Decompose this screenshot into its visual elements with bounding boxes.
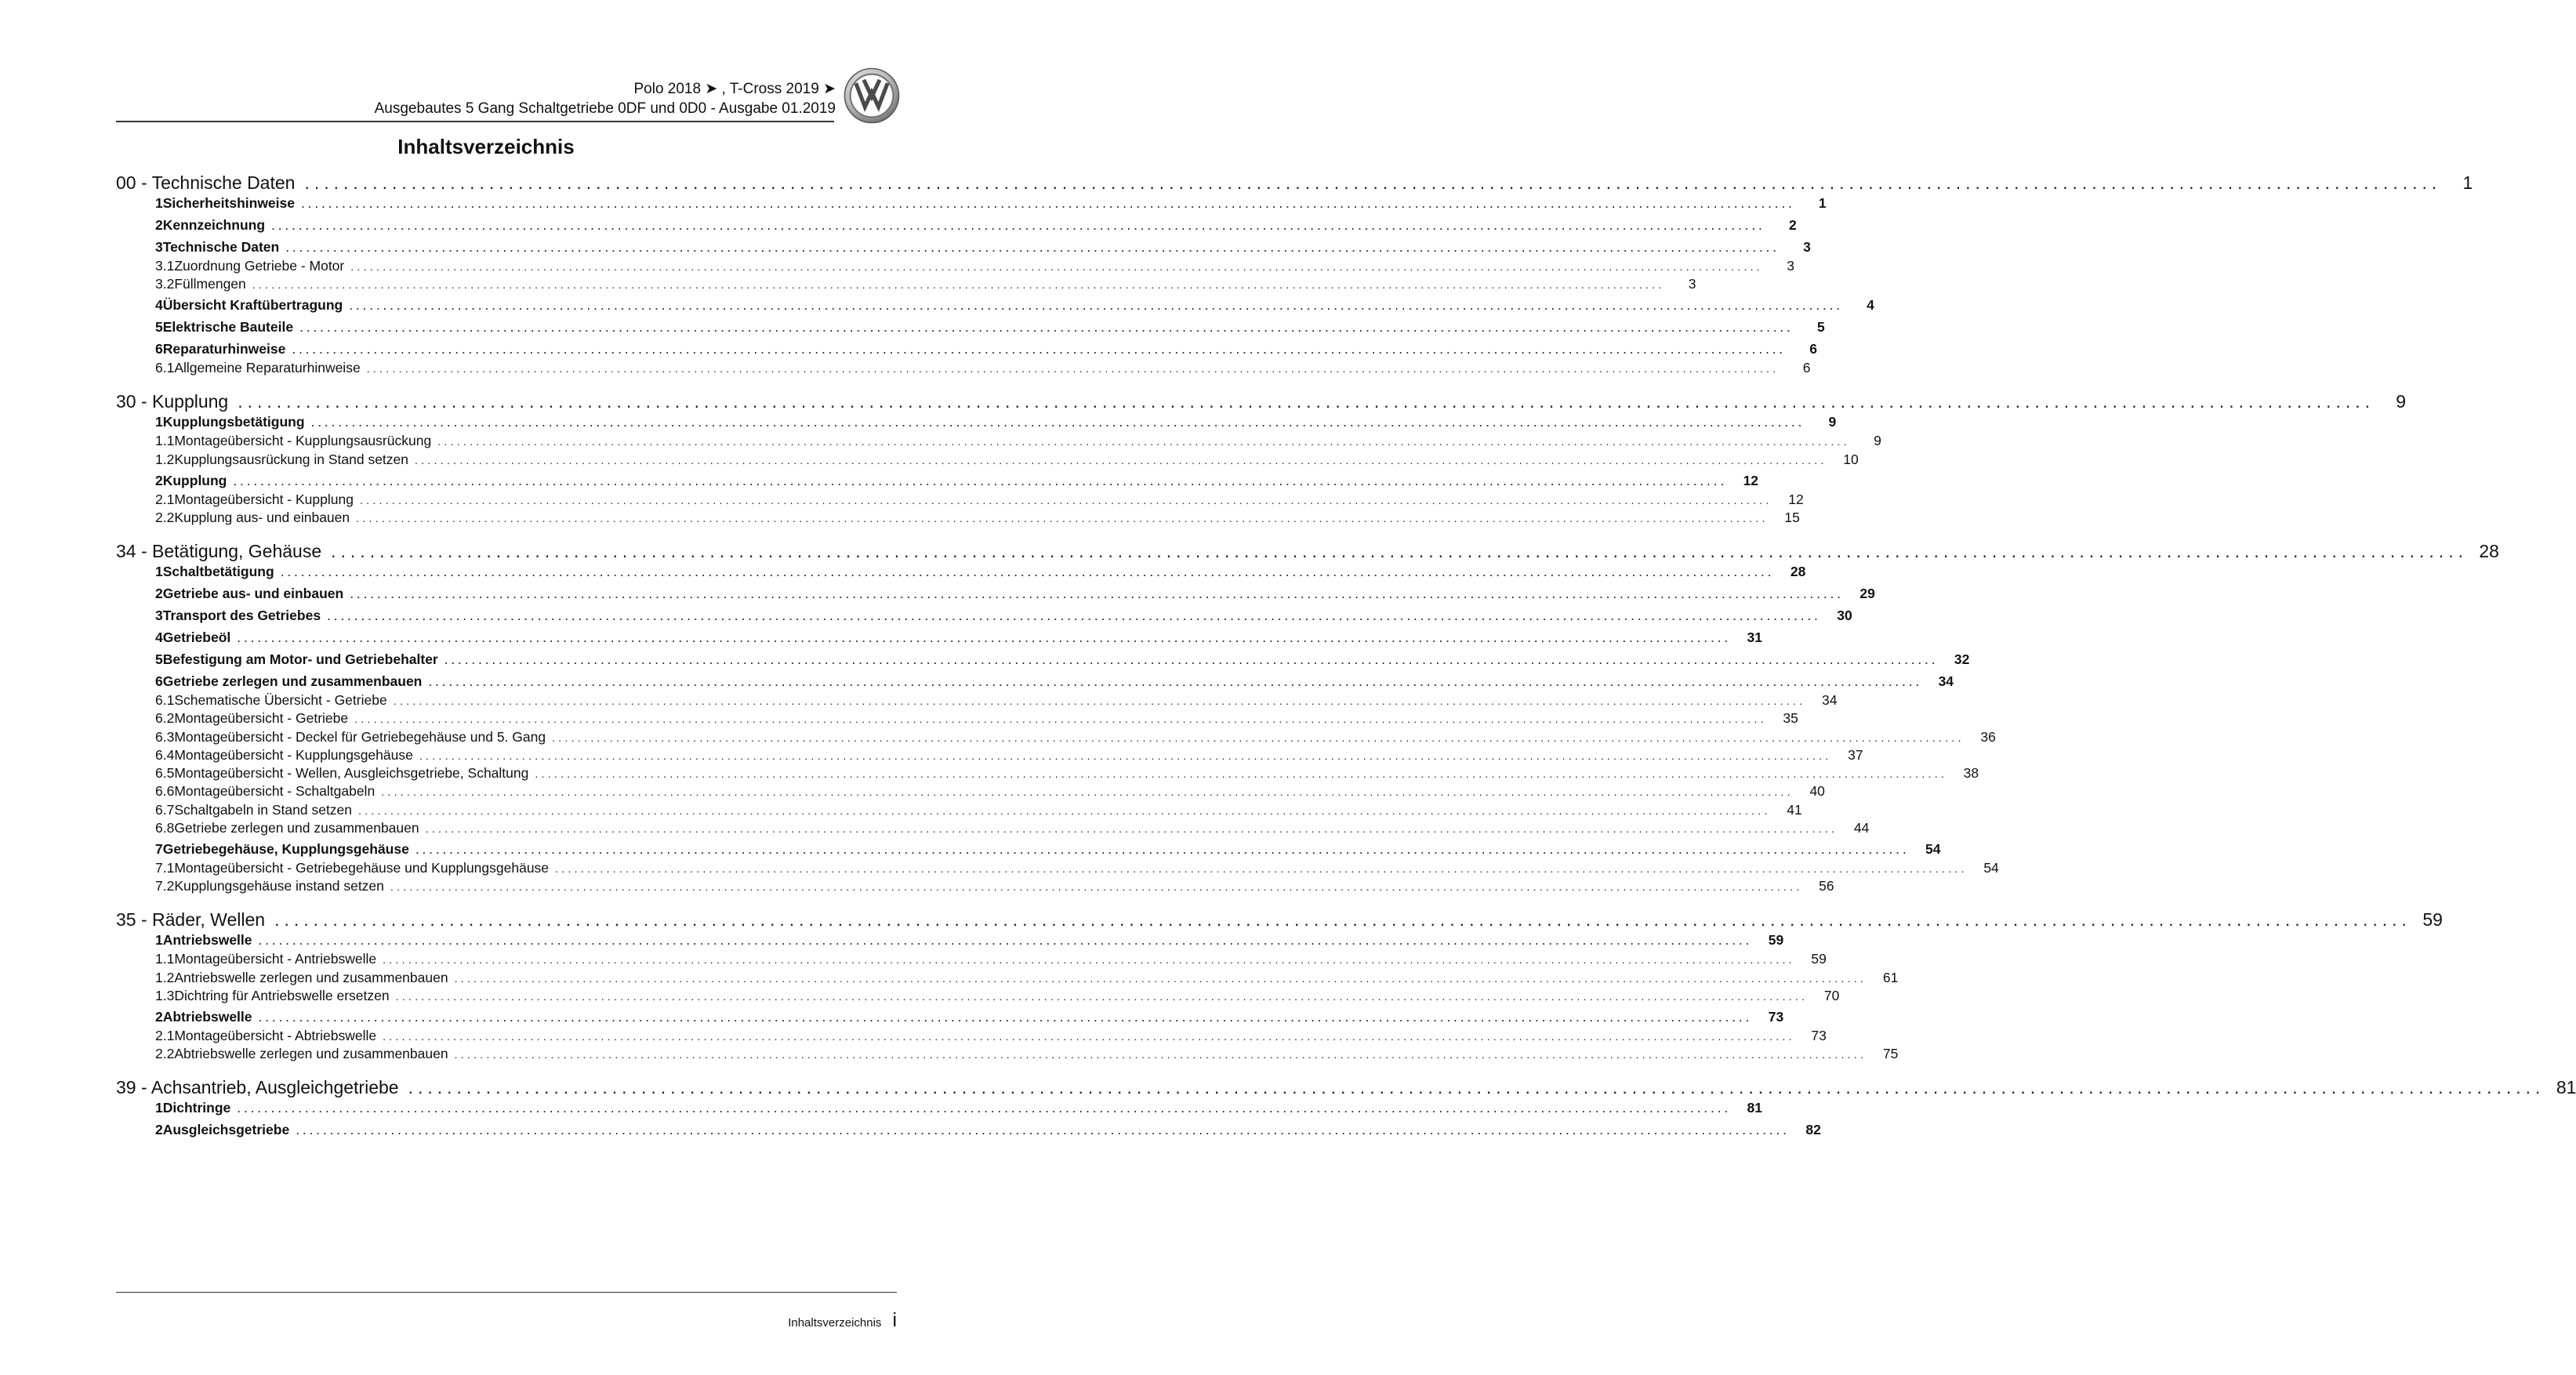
toc-entry[interactable] [116,239,1811,256]
toc-dot-leader: ............................................................................................................................................................................................................................ [252,278,1665,292]
toc-dot-leader: ............................................................................................................................................................................................................................ [356,511,1769,524]
toc-entry-number: 2.1 [155,491,175,507]
toc-dot-leader: ............................................................................................................................................................................................................................ [425,822,1838,835]
toc-page-number: 34 [1821,691,1838,708]
toc-entry-number: 1 [155,563,163,579]
toc-entry-number: 4 [155,297,163,314]
toc-entry[interactable] [116,673,1954,690]
toc-page-number: 54 [1925,841,1941,857]
toc-entry-number: 2 [155,217,163,233]
toc-section-title: Getriebegehäuse, Kupplungsgehäuse [162,841,409,857]
toc-page-number: 12 [1788,491,1804,507]
footer-page-number: i [892,1309,897,1331]
toc-page-number: 37 [1848,746,1863,763]
toc-dot-leader: ............................................................................................................................................................................................................................ [274,909,2411,931]
toc-entry-number: 6.3 [155,728,175,745]
toc-dot-leader: ............................................................................................................................................................................................................................ [237,629,1731,645]
toc-dot-leader: ............................................................................................................................................................................................................................ [415,453,1827,466]
toc-dot-leader: ............................................................................................................................................................................................................................ [358,804,1771,817]
toc-section-title: Kennzeichnung [162,217,266,233]
toc-page-number: 6 [1809,341,1817,357]
toc-page-number: 61 [1882,969,1899,985]
toc-subsection-title: Montageübersicht - Wellen, Ausgleichsgetriebe, Schaltung [174,765,529,782]
toc-dot-leader: ............................................................................................................................................................................................................................ [437,435,1850,448]
toc-entry[interactable] [116,319,1825,336]
toc-entry[interactable] [116,969,1899,986]
toc-page-number: 3 [1803,239,1811,255]
toc-page-number: 54 [1983,860,1999,876]
toc-entry[interactable] [116,878,1834,894]
toc-chapter-title: 39 - Achsantrieb, Ausgleichgetriebe [116,1077,399,1098]
toc-dot-leader: ............................................................................................................................................................................................................................ [383,953,1795,967]
toc-entry[interactable] [116,1122,1821,1138]
toc-entry-number: 1.3 [155,987,175,1003]
toc-section-title: Antriebswelle [162,932,252,949]
toc-subsection-title: Montageübersicht - Getriebegehäuse und Kupplungsgehäuse [174,860,550,876]
toc-dot-leader: ............................................................................................................................................................................................................................ [331,540,2468,561]
toc-entry-number: 6.7 [155,801,175,818]
toc-entry[interactable] [116,451,1859,468]
toc-page-number: 40 [1809,783,1825,800]
toc-entry[interactable] [116,765,1979,782]
toc-subsection-title: Schematische Übersicht - Getriebe [174,691,387,708]
toc-section-title: Getriebe zerlegen und zusammenbauen [162,673,423,689]
toc-entry[interactable] [116,258,1794,274]
toc-entry-number: 2 [155,472,163,488]
toc-subsection-title: Montageübersicht - Antriebswelle [174,951,377,967]
toc-dot-leader: ............................................................................................................................................................................................................................ [237,1100,1731,1116]
toc-entry-number: 6.2 [155,710,175,727]
toc-subsection-title: Montageübersicht - Getriebe [174,710,349,727]
toc-entry[interactable] [116,820,1870,836]
toc-chapter-title: 30 - Kupplung [116,391,229,412]
toc-dot-leader: ............................................................................................................................................................................................................................ [366,362,1780,375]
toc-section-title: Ausgleichsgetriebe [162,1122,290,1138]
toc-dot-leader: ............................................................................................................................................................................................................................ [393,694,1806,707]
page-title: Inhaltsverzeichnis [397,135,575,158]
toc-dot-leader: ............................................................................................................................................................................................................................ [280,563,1775,579]
toc-dot-leader: ............................................................................................................................................................................................................................ [233,472,1728,488]
toc-section-title: Sicherheitshinweise [162,195,295,211]
toc-entry-number: 1 [155,1100,163,1116]
toc-section-title: Kupplungsbetätigung [162,414,305,430]
toc-section-title: Kupplung [162,472,227,488]
toc-dot-leader: ............................................................................................................................................................................................................................ [535,767,1948,781]
toc-page-number: 34 [1938,673,1954,689]
toc-dot-leader: ............................................................................................................................................................................................................................ [359,493,1772,506]
toc-section-title: Getriebe aus- und einbauen [162,585,344,601]
toc-entry-number: 3.1 [155,258,175,274]
toc-dot-leader: ............................................................................................................................................................................................................................ [301,195,1795,211]
toc-page-number: 81 [1747,1100,1762,1116]
toc-subsection-title: Getriebe zerlegen und zusammenbauen [174,820,419,836]
toc-entry[interactable] [116,491,1804,508]
toc-entry-number: 5 [155,319,163,336]
toc-page-number: 9 [1874,433,1881,449]
toc-entry[interactable] [116,801,1802,818]
toc-dot-leader: ............................................................................................................................................................................................................................ [258,1008,1753,1025]
toc-entry[interactable] [116,691,1838,709]
toc-entry-number: 1.1 [155,433,175,449]
toc-entry-number: 2 [155,1122,163,1138]
toc-entry-number: 3.2 [155,276,175,292]
toc-page-number: 59 [1768,932,1784,949]
toc-page-number: 81 [2556,1077,2576,1098]
toc-dot-leader: ............................................................................................................................................................................................................................ [354,713,1767,726]
toc-entry[interactable] [116,710,1798,727]
toc-page-number: 28 [1790,563,1806,579]
toc-dot-leader: ............................................................................................................................................................................................................................ [390,880,1803,894]
toc-entry-number: 2.2 [155,1046,175,1062]
toc-dot-leader: ............................................................................................................................................................................................................................ [299,319,1794,336]
toc-entry[interactable] [116,860,1999,876]
toc-page-number: 73 [1768,1008,1784,1025]
toc-page-number: 9 [1828,414,1837,430]
toc-chapter-title: 00 - Technische Daten [116,172,296,193]
toc-page-number: 35 [1783,710,1798,727]
toc-subsection-title: Montageübersicht - Kupplung [174,491,354,507]
toc-subsection-title: Dichtring für Antriebswelle ersetzen [174,987,390,1003]
toc-page-number: 3 [1688,276,1696,292]
footer-divider [116,1292,897,1293]
toc-page-number: 70 [1823,987,1840,1003]
toc-entry-number: 6.1 [155,691,175,708]
toc-entry-number: 7.1 [155,860,175,876]
toc-page-number: 73 [1811,1027,1827,1043]
toc-dot-leader: ............................................................................................................................................................................................................................ [444,651,1939,667]
toc-page-number: 59 [1811,951,1827,967]
toc-entry[interactable] [116,276,1696,292]
toc-entry[interactable] [116,629,1762,646]
toc-entry[interactable] [116,414,1837,430]
toc-subsection-title: Antriebswelle zerlegen und zusammenbauen [174,969,448,985]
toc-subsection-title: Kupplung aus- und einbauen [174,509,350,525]
toc-page-number: 10 [1843,451,1859,467]
toc-entry[interactable] [116,472,1759,489]
toc-dot-leader: ............................................................................................................................................................................................................................ [285,239,1780,255]
toc-entry-number: 3 [155,607,163,623]
toc-entry[interactable] [116,1027,1827,1044]
toc-entry-number: 1 [155,195,163,211]
toc-entry[interactable] [116,195,1827,212]
toc-dot-leader: ............................................................................................................................................................................................................................ [349,297,1843,314]
toc-subsection-title: Montageübersicht - Kupplungsausrückung [174,433,432,449]
toc-dot-leader: ............................................................................................................................................................................................................................ [271,217,1765,233]
toc-dot-leader: ............................................................................................................................................................................................................................ [258,932,1753,949]
toc-entry-number: 2 [155,585,163,601]
toc-page-number: 1 [1818,195,1827,211]
toc-subsection-title: Kupplungsgehäuse instand setzen [174,878,384,894]
toc-entry-number: 3 [155,239,163,255]
toc-entry[interactable] [116,841,1941,858]
toc-section-title: Getriebeöl [162,629,231,645]
toc-subsection-title: Montageübersicht - Kupplungsgehäuse [174,746,413,763]
toc-dot-leader: ............................................................................................................................................................................................................................ [415,841,1910,857]
toc-page-number: 9 [2396,391,2407,412]
toc-page-number: 4 [1867,297,1874,314]
toc-page-number: 6 [1802,360,1811,376]
toc-entry[interactable] [116,540,2499,562]
toc-page-number: 56 [1819,878,1834,894]
toc-subsection-title: Montageübersicht - Deckel für Getriebegehäuse und 5. Gang [174,728,546,745]
toc-entry-number: 6 [155,341,163,357]
toc-entry-number: 1 [155,414,163,430]
toc-subsection-title: Abtriebswelle zerlegen und zusammenbauen [174,1046,448,1062]
toc-entry[interactable] [116,909,2443,931]
toc-page-number: 3 [1787,258,1794,274]
toc-entry-number: 1.1 [155,951,175,967]
vw-logo-icon [844,67,900,124]
toc-page-number: 2 [1788,217,1797,233]
toc-entry[interactable] [116,932,1784,949]
toc-page-number: 29 [1859,585,1875,601]
toc-page-number: 30 [1837,607,1852,623]
toc-page-number: 44 [1853,820,1870,836]
toc-entry-number: 2 [155,1008,163,1025]
toc-section-title: Technische Daten [162,239,280,255]
toc-dot-leader: ............................................................................................................................................................................................................................ [304,172,2442,193]
toc-dot-leader: ............................................................................................................................................................................................................................ [296,1122,1790,1138]
toc-entry[interactable] [116,1077,2576,1098]
toc-dot-leader: ............................................................................................................................................................................................................................ [419,749,1832,762]
toc-page-number: 31 [1747,629,1762,645]
header-divider [116,121,834,122]
toc-entry-number: 6.1 [155,360,175,376]
toc-page-number: 36 [1980,728,1996,745]
toc-section-title: Abtriebswelle [162,1008,252,1025]
toc-entry-number: 4 [155,629,163,645]
toc-dot-leader: ............................................................................................................................................................................................................................ [383,1029,1795,1043]
toc-dot-leader: ............................................................................................................................................................................................................................ [552,731,1965,744]
toc-entry[interactable] [116,1100,1762,1116]
toc-entry-number: 2.2 [155,509,175,525]
header-vehicle-models: Polo 2018 ➤ , T-Cross 2019 ➤ [633,81,836,97]
toc-entry[interactable] [116,341,1817,357]
toc-entry[interactable] [116,172,2473,194]
toc-dot-leader: ............................................................................................................................................................................................................................ [555,862,1968,875]
page-footer [788,1309,897,1332]
toc-entry[interactable] [116,783,1825,800]
toc-entry-number: 1 [155,932,163,949]
toc-dot-leader: ............................................................................................................................................................................................................................ [395,989,1809,1003]
toc-entry[interactable] [116,509,1800,526]
toc-entry[interactable] [116,607,1852,624]
toc-chapter-title: 35 - Räder, Wellen [116,909,266,931]
toc-entry[interactable] [116,651,1970,668]
toc-dot-leader: ............................................................................................................................................................................................................................ [310,414,1805,430]
toc-page-number: 82 [1805,1122,1821,1138]
toc-subsection-title: Zuordnung Getriebe - Motor [174,258,345,274]
toc-entry[interactable] [116,563,1806,580]
toc-entry[interactable] [116,1008,1784,1025]
toc-entry[interactable] [116,585,1875,602]
toc-page-number: 12 [1743,472,1759,488]
toc-entry-number: 1.2 [155,451,175,467]
toc-dot-leader: ............................................................................................................................................................................................................................ [428,673,1923,689]
toc-entry[interactable] [116,217,1797,234]
toc-subsection-title: Schaltgabeln in Stand setzen [174,801,353,818]
toc-entry-number: 6.5 [155,765,175,782]
toc-entry[interactable] [116,728,1996,746]
toc-dot-leader: ............................................................................................................................................................................................................................ [454,1048,1867,1061]
toc-entry[interactable] [116,951,1827,967]
toc-entry-number: 5 [155,651,163,667]
toc-entry-number: 2.1 [155,1027,175,1043]
toc-entry[interactable] [116,360,1811,376]
toc-section-title: Transport des Getriebes [162,607,321,623]
toc-section-title: Befestigung am Motor- und Getriebehalter [162,651,438,667]
toc-dot-leader: ............................................................................................................................................................................................................................ [327,607,1821,623]
toc-page-number: 75 [1882,1046,1899,1062]
toc-entry[interactable] [116,987,1840,1004]
toc-section-title: Elektrische Bauteile [162,319,294,336]
toc-dot-leader: ............................................................................................................................................................................................................................ [350,585,1844,601]
toc-subsection-title: Füllmengen [174,276,246,292]
toc-page-number: 15 [1784,509,1800,525]
toc-subsection-title: Allgemeine Reparaturhinweise [174,360,361,376]
toc-dot-leader: ............................................................................................................................................................................................................................ [350,260,1763,273]
toc-chapter-title: 34 - Betätigung, Gehäuse [116,540,322,561]
toc-entry[interactable] [116,1046,1899,1062]
toc-entry-number: 6.8 [155,820,175,836]
toc-page-number: 41 [1787,801,1802,818]
toc-entry[interactable] [116,391,2407,412]
toc-entry-number: 6 [155,673,163,689]
toc-entry-number: 6.4 [155,746,175,763]
toc-page-number: 38 [1963,765,1979,782]
toc-dot-leader: ............................................................................................................................................................................................................................ [292,341,1786,357]
toc-entry-number: 7.2 [155,878,175,894]
toc-subsection-title: Montageübersicht - Schaltgabeln [174,783,376,800]
toc-page-number: 1 [2462,172,2473,193]
header-document-subtitle: Ausgebautes 5 Gang Schaltgetriebe 0DF und 0D0 - Ausgabe 01.2019 [374,100,836,117]
toc-entry-number: 6.6 [155,783,175,800]
toc-entry-number: 1.2 [155,969,175,985]
toc-dot-leader: ............................................................................................................................................................................................................................ [381,785,1794,799]
toc-section-title: Übersicht Kraftübertragung [162,297,343,314]
toc-subsection-title: Montageübersicht - Abtriebswelle [174,1027,377,1043]
toc-page-number: 5 [1816,319,1825,336]
toc-section-title: Reparaturhinweise [162,341,286,357]
toc-dot-leader: ............................................................................................................................................................................................................................ [454,971,1867,985]
toc-page-number: 59 [2422,909,2443,931]
toc-page-number: 28 [2479,540,2499,561]
toc-section-title: Schaltbetätigung [162,563,274,579]
footer-section-title: Inhaltsverzeichnis [788,1316,882,1330]
toc-entry[interactable] [116,433,1881,449]
toc-dot-leader: ............................................................................................................................................................................................................................ [238,391,2375,412]
toc-entry[interactable] [116,297,1874,314]
toc-dot-leader: ............................................................................................................................................................................................................................ [408,1077,2545,1098]
toc-entry-number: 7 [155,841,163,857]
toc-section-title: Dichtringe [162,1100,231,1116]
toc-page-number: 32 [1954,651,1970,667]
toc-entry[interactable] [116,746,1863,764]
toc-subsection-title: Kupplungsausrückung in Stand setzen [174,451,409,467]
